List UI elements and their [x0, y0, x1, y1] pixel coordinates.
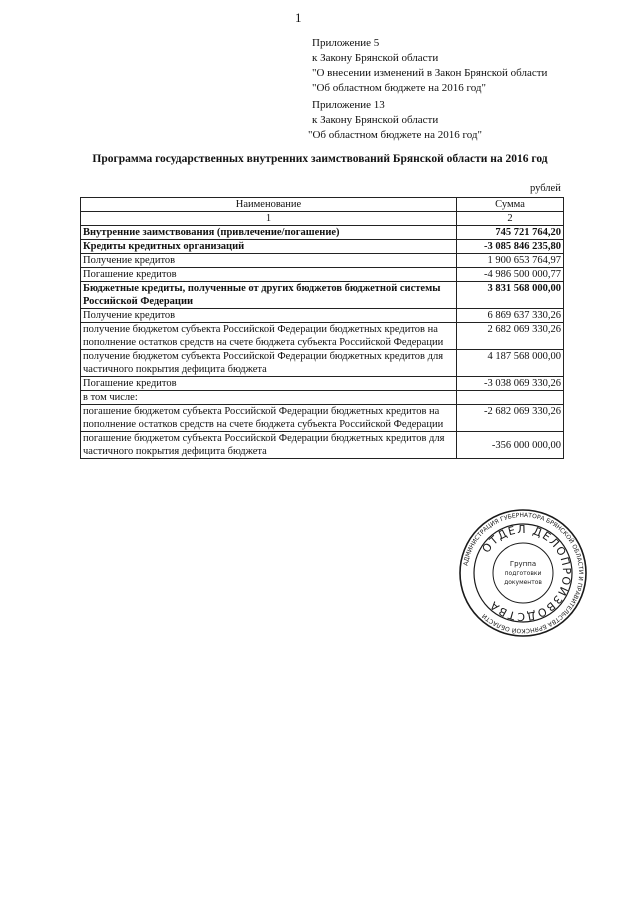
row-name: получение бюджетом субъекта Российской Федерации бюджетных кредитов на пополнение остатков средств на счете бюджета субъекта Российской Федерации [81, 323, 457, 350]
row-amount: 3 831 568 000,00 [457, 282, 564, 309]
row-name: погашение бюджетом субъекта Российской Федерации бюджетных кредитов для частичного покрытия дефицита бюджета [81, 432, 457, 459]
table-row [81, 405, 564, 432]
table-row [81, 254, 564, 268]
table-header-row [81, 198, 564, 212]
stamp-inner-text: ОТДЕЛ ДЕЛОПРОИЗВОДСТВА [479, 522, 574, 624]
row-name: Получение кредитов [81, 254, 457, 268]
page-number: 1 [295, 10, 302, 25]
appendix-5-header [312, 36, 547, 96]
header-amount: Сумма [457, 198, 564, 212]
document-title: Программа государственных внутренних заимствований Брянской области на 2016 год [92, 153, 548, 165]
row-amount: -2 682 069 330,26 [457, 405, 564, 432]
stamp-outer-text: АДМИНИСТРАЦИЯ ГУБЕРНАТОРА БРЯНСКОЙ ОБЛАСТИ И ПРАВИТЕЛЬСТВА БРЯНСКОЙ ОБЛАСТИ [462, 511, 585, 635]
table-row [81, 226, 564, 240]
column-number-2: 2 [457, 212, 564, 226]
table-row [81, 309, 564, 323]
row-amount: -3 038 069 330,26 [457, 377, 564, 391]
table-row [81, 377, 564, 391]
table-row [81, 323, 564, 350]
row-amount: -356 000 000,00 [457, 432, 564, 459]
row-amount: -3 085 846 235,80 [457, 240, 564, 254]
row-name: погашение бюджетом субъекта Российской Федерации бюджетных кредитов на пополнение остатков средств на счете бюджета субъекта Российской Федерации [81, 405, 457, 432]
appendix-line: "О внесении изменений в Закон Брянской области [312, 67, 548, 79]
appendix-line: "Об областном бюджете на 2016 год" [308, 129, 482, 141]
row-amount: -4 986 500 000,77 [457, 268, 564, 282]
official-stamp [458, 508, 588, 638]
row-amount: 4 187 568 000,00 [457, 350, 564, 377]
row-name: Погашение кредитов [81, 268, 457, 282]
row-amount: 745 721 764,20 [457, 226, 564, 240]
borrowing-program-table [80, 197, 564, 459]
table-row [81, 432, 564, 459]
stamp-center-line: подготовки [504, 570, 542, 577]
row-amount: 6 869 637 330,26 [457, 309, 564, 323]
units-label: рублей [530, 183, 561, 194]
table-row [81, 391, 564, 405]
table-row [81, 350, 564, 377]
row-name: Кредиты кредитных организаций [81, 240, 457, 254]
row-name: в том числе: [81, 391, 457, 405]
stamp-center-line: документов [504, 579, 542, 586]
appendix-line: Приложение 5 [312, 37, 380, 49]
column-number-row [81, 212, 564, 226]
table-row [81, 268, 564, 282]
header-name: Наименование [81, 198, 457, 212]
row-amount [457, 391, 564, 405]
row-amount: 2 682 069 330,26 [457, 323, 564, 350]
row-name: получение бюджетом субъекта Российской Федерации бюджетных кредитов для частичного покрытия дефицита бюджета [81, 350, 457, 377]
appendix-13-header [308, 98, 482, 143]
appendix-line: к Закону Брянской области [312, 52, 439, 64]
appendix-line: к Закону Брянской области [312, 114, 439, 126]
appendix-line: "Об областном бюджете на 2016 год" [312, 82, 486, 94]
row-name: Бюджетные кредиты, полученные от других бюджетов бюджетной системы Российской Федерации [81, 282, 457, 309]
table-row [81, 240, 564, 254]
row-name: Внутренние заимствования (привлечение/погашение) [81, 226, 457, 240]
row-name: Получение кредитов [81, 309, 457, 323]
stamp-center-line: Группа [509, 560, 537, 568]
column-number-1: 1 [81, 212, 457, 226]
appendix-line: Приложение 13 [312, 99, 385, 111]
row-name: Погашение кредитов [81, 377, 457, 391]
table-row [81, 282, 564, 309]
row-amount: 1 900 653 764,97 [457, 254, 564, 268]
